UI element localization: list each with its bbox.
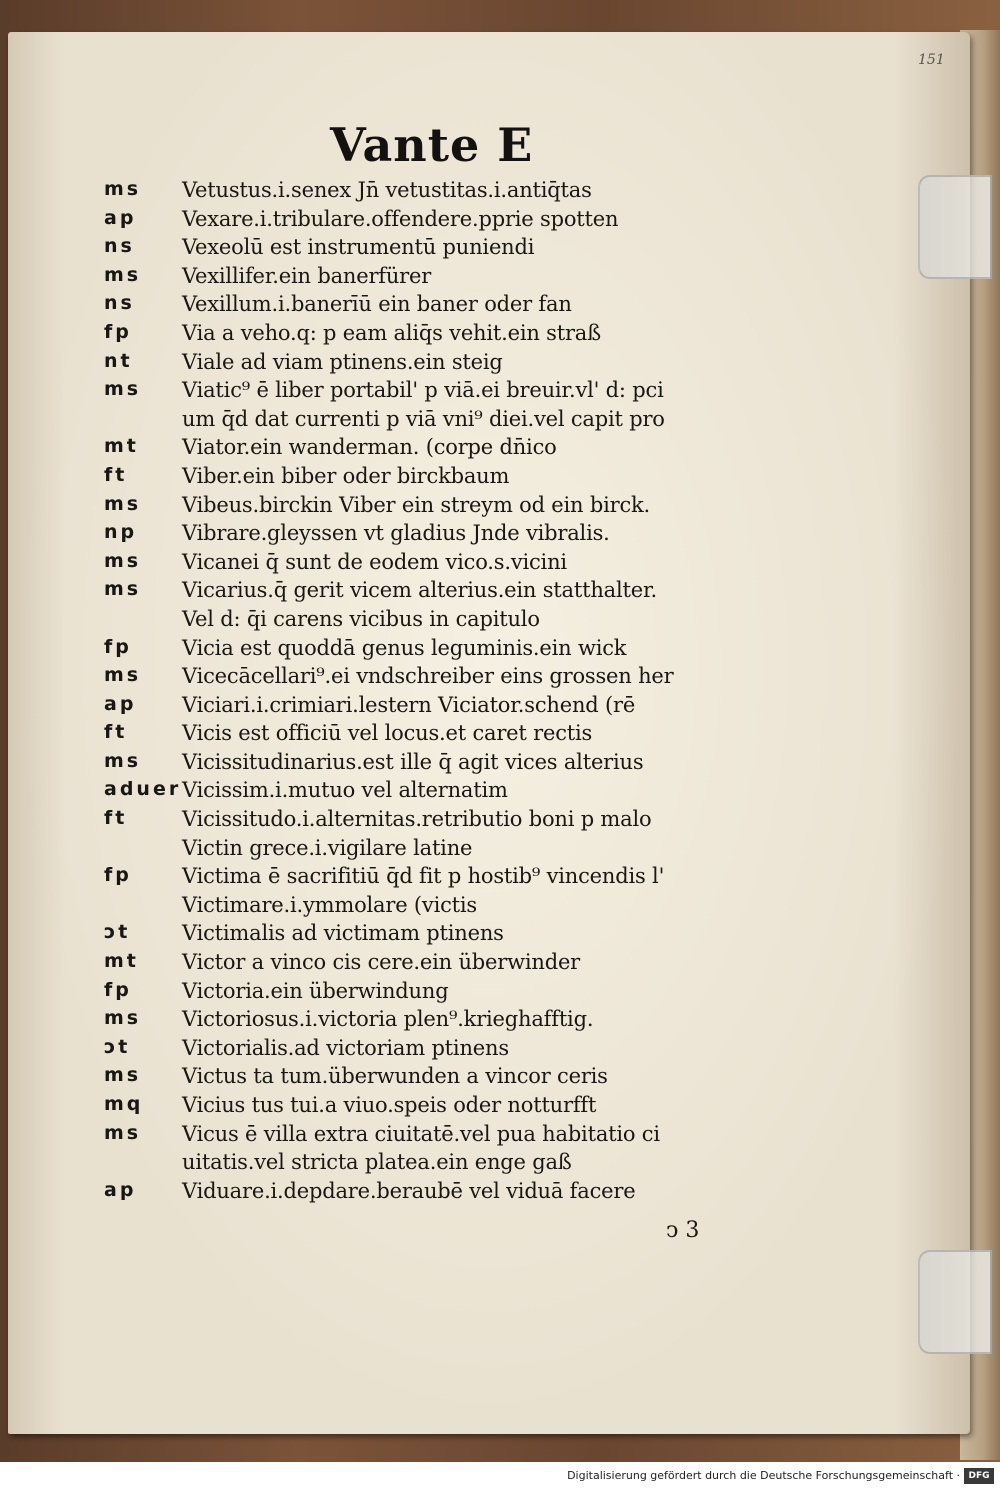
dictionary-entry: [104, 607, 794, 636]
entry-text: Viale ad viam ptinens.ein steig: [182, 349, 503, 374]
entry-text: Viatic⁹ ē liber portabil' p viā.ei breuir.vl' d: pci: [182, 378, 664, 403]
grammar-label: fp: [104, 864, 132, 887]
dictionary-entry: [104, 435, 794, 464]
dictionary-entry: [104, 264, 794, 293]
grammar-label: ns: [104, 292, 135, 315]
dictionary-entry: [104, 693, 794, 722]
entry-text: Vetustus.i.senex Jn̄ vetustitas.i.antiq̄tas: [182, 178, 592, 202]
dictionary-entry: [104, 721, 794, 750]
dictionary-entry: [104, 1122, 794, 1151]
page-clip-bottom: [918, 1250, 992, 1354]
dictionary-entry: [104, 778, 794, 807]
dictionary-entry: [104, 664, 794, 693]
dictionary-entry: [104, 807, 794, 836]
grammar-label: ms: [104, 1064, 142, 1087]
grammar-label: ms: [104, 749, 142, 772]
grammar-label: ms: [104, 378, 142, 401]
entry-text: Vicis est officiū vel locus.et caret rectis: [182, 721, 593, 746]
dictionary-entry: [104, 636, 794, 665]
grammar-label: fp: [104, 320, 132, 343]
grammar-label: ɔt: [104, 921, 131, 944]
dfg-logo: DFG: [964, 1468, 994, 1484]
entry-text: Vibrare.gleyssen vt gladius Jnde vibralis.: [182, 521, 610, 546]
grammar-label: ap: [104, 1178, 137, 1201]
footer-bar: [0, 1462, 1000, 1492]
entry-text: Victus ta tum.überwunden a vincor ceris: [182, 1064, 608, 1089]
dictionary-entry: [104, 378, 794, 407]
grammar-label: np: [104, 521, 138, 544]
grammar-label: ms: [104, 1121, 142, 1144]
grammar-label: ft: [104, 721, 128, 744]
entry-text: Victimalis ad victimam ptinens: [182, 921, 504, 946]
entry-text: Vicecācellari⁹.ei vndschreiber eins grossen her: [182, 664, 674, 689]
dictionary-entry: [104, 407, 794, 436]
entry-text: Viduare.i.depdare.beraubē vel viduā facere: [182, 1178, 636, 1203]
grammar-label: ms: [104, 549, 142, 572]
entry-text: Vexillifer.ein banerfürer: [182, 263, 432, 288]
entry-text: Vicanei q̄ sunt de eodem vico.s.vicini: [182, 549, 567, 574]
grammar-label: fp: [104, 635, 132, 658]
entry-text: Vexillum.i.banerīū ein baner oder fan: [182, 292, 572, 317]
page-clip-top: [918, 175, 992, 279]
grammar-label: ap: [104, 206, 137, 229]
entry-text: Vicus ē villa extra ciuitatē.vel pua habitatio ci: [182, 1121, 660, 1146]
grammar-label: fp: [104, 978, 132, 1001]
entry-text: Viator.ein wanderman. (corpe dn̄ico: [182, 435, 557, 460]
dictionary-entry: [104, 350, 794, 379]
dictionary-entry: [104, 1064, 794, 1093]
footer-credit: Digitalisierung gefördert durch die Deutsche Forschungsgemeinschaft ·: [567, 1469, 960, 1482]
grammar-label: mt: [104, 950, 139, 973]
entry-text: Vicissitudo.i.alternitas.retributio boni p malo: [182, 807, 652, 832]
grammar-label: ap: [104, 692, 137, 715]
entry-text: Victima ē sacrifitiū q̄d fit p hostib⁹ vincendis l': [182, 864, 665, 889]
entry-text: Vicius tus tui.a viuo.speis oder notturfft: [182, 1093, 597, 1117]
dictionary-entry: [104, 1036, 794, 1065]
dictionary-entry: [104, 893, 794, 922]
grammar-label: ɔt: [104, 1035, 131, 1058]
grammar-label: ms: [104, 1007, 142, 1030]
dictionary-entry: [104, 750, 794, 779]
dictionary-entry: [104, 207, 794, 236]
dictionary-entry: [104, 1093, 794, 1122]
entry-text: Vicissitudinarius.est ille q̄ agit vices alterius: [182, 749, 644, 774]
entry-text: Victoria.ein überwindung: [182, 978, 449, 1003]
entry-text: Vel d: q̄i carens vicibus in capitulo: [182, 606, 540, 631]
grammar-label: mq: [104, 1093, 144, 1115]
grammar-label: ms: [104, 178, 142, 200]
entry-text: Victor a vinco cis cere.ein überwinder: [182, 950, 581, 975]
dictionary-entry: [104, 921, 794, 950]
entry-text: Vicissim.i.mutuo vel alternatim: [182, 778, 508, 803]
grammar-label: ms: [104, 578, 142, 601]
dictionary-entry: [104, 979, 794, 1008]
grammar-label: ms: [104, 664, 142, 687]
entry-text: Vexare.i.tribulare.offendere.pprie spotten: [182, 206, 619, 231]
entry-text: Victoriosus.i.victoria plen⁹.krieghafftig.: [182, 1007, 594, 1032]
entry-text: Victin grece.i.vigilare latine: [182, 835, 473, 860]
grammar-label: ft: [104, 807, 128, 830]
entry-text: uitatis.vel stricta platea.ein enge gaß: [182, 1150, 572, 1175]
dictionary-entry: [104, 578, 794, 607]
grammar-label: ms: [104, 492, 142, 515]
grammar-label: ft: [104, 463, 128, 486]
entry-text: Via a veho.q: p eam aliq̄s vehit.ein straß: [182, 320, 601, 345]
page-heading: Vante E: [330, 118, 534, 172]
entry-text: Viber.ein biber oder birckbaum: [182, 463, 510, 488]
entry-text: Vexeolū est instrumentū puniendi: [182, 235, 535, 260]
dictionary-entry: [104, 550, 794, 579]
entry-text: Vicia est quoddā genus leguminis.ein wick: [182, 635, 627, 660]
dictionary-entry: [104, 321, 794, 350]
entry-text: Victimare.i.ymmolare (victis: [182, 892, 477, 917]
dictionary-entry: [104, 1007, 794, 1036]
folio-number: 151: [918, 52, 945, 68]
dictionary-entry: [104, 521, 794, 550]
entry-text: Vicarius.q̄ gerit vicem alterius.ein statthalter.: [182, 578, 657, 603]
grammar-label: ns: [104, 235, 135, 258]
entry-text: Viciari.i.crimiari.lestern Viciator.schend (rē: [182, 692, 636, 717]
dictionary-entry: [104, 235, 794, 264]
dictionary-entry: [104, 836, 794, 865]
grammar-label: mt: [104, 435, 139, 458]
dictionary-entry: [104, 493, 794, 522]
dictionary-entries: [104, 178, 794, 1207]
dictionary-entry: [104, 864, 794, 893]
dictionary-entry: [104, 950, 794, 979]
dictionary-entry: [104, 464, 794, 493]
dictionary-entry: [104, 1179, 794, 1208]
dictionary-entry: [104, 292, 794, 321]
entry-text: um q̄d dat currenti p viā vni⁹ diei.vel capit pro: [182, 406, 665, 431]
entry-text: Victorialis.ad victoriam ptinens: [182, 1035, 509, 1060]
dictionary-entry: [104, 178, 794, 207]
grammar-label: aduer: [104, 778, 182, 801]
signature-mark: ↄ 3: [666, 1218, 700, 1243]
dictionary-entry: [104, 1150, 794, 1179]
grammar-label: ms: [104, 263, 142, 286]
entry-text: Vibeus.birckin Viber ein streym od ein birck.: [182, 492, 651, 517]
grammar-label: nt: [104, 349, 133, 372]
